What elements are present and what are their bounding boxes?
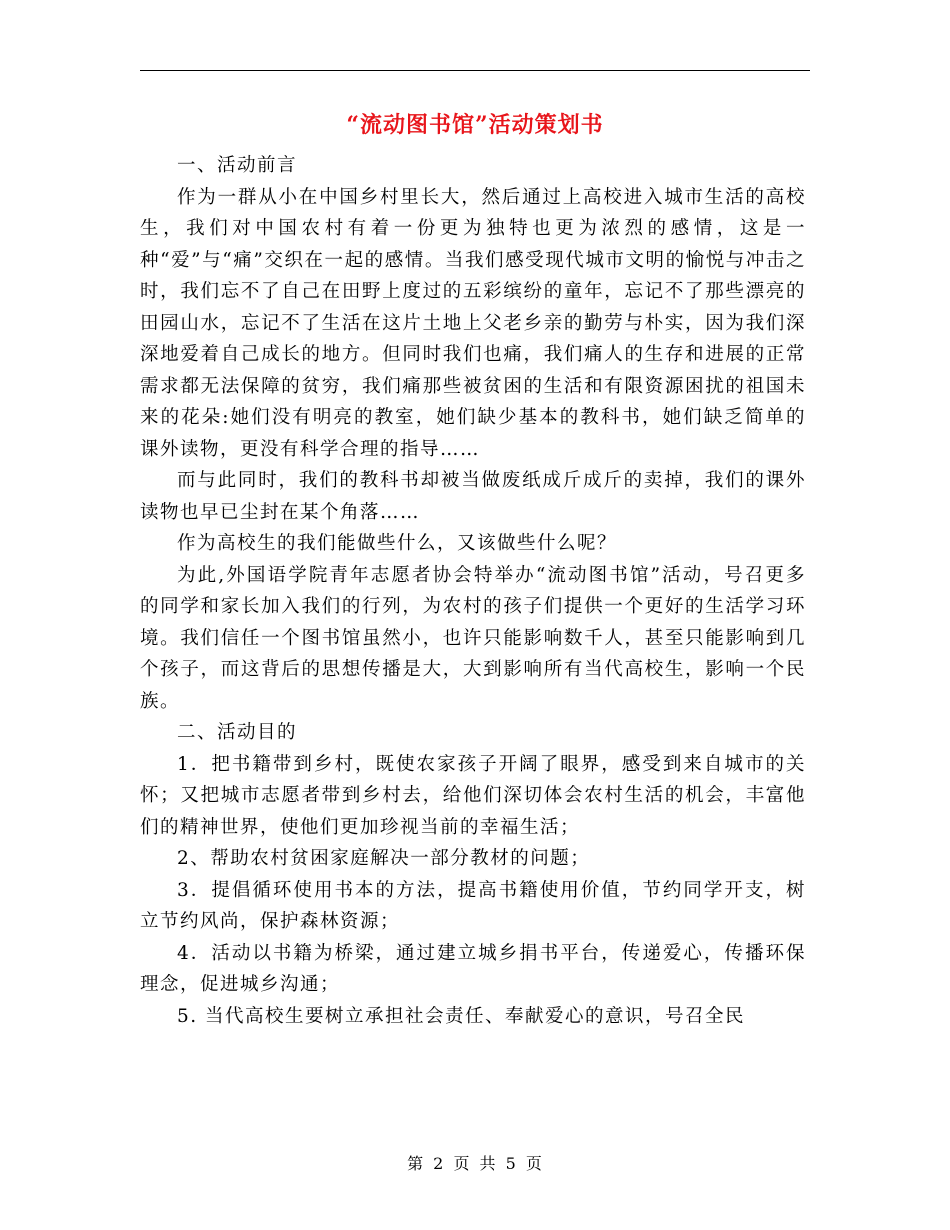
paragraph: 为此,外国语学院青年志愿者协会特举办“流动图书馆”活动，号召更多的同学和家长加入我们的行列，为农村的孩子们提供一个更好的生活学习环境。我们信任一个图书馆虽然小，也许只能影响数千人，甚至只能影响到几个孩子，而这背后的思想传播是大，大到影响所有当代高校生，影响一个民族。 xyxy=(140,564,806,712)
list-item: 2、帮助农村贫困家庭解决一部分教材的问题； xyxy=(177,848,591,869)
list-item: 3．提倡循环使用书本的方法，提高书籍使用价值，节约同学开支，树立节约风尚，保护森林资源； xyxy=(140,879,806,932)
list-item: 5. 当代高校生要树立承担社会责任、奉献爱心的意识，号召全民 xyxy=(177,1005,746,1027)
list-item: 4．活动以书籍为桥梁，通过建立城乡捐书平台，传递爱心，传播环保理念，促进城乡沟通； xyxy=(140,942,806,995)
list-item: 1．把书籍带到乡村，既使农家孩子开阔了眼界，感受到来自城市的关怀；又把城市志愿者带到乡村去，给他们深切体会农村生活的机会，丰富他们的精神世界，使他们更加珍视当前的幸福生活； xyxy=(140,753,806,838)
paragraph: 作为一群从小在中国乡村里长大，然后通过上高校进入城市生活的高校生，我们对中国农村有着一份更为独特也更为浓烈的感情，这是一种“爱”与“痛”交织在一起的感情。当我们感受现代城市文明的愉悦与冲击之时，我们忘不了自己在田野上度过的五彩缤纷的童年，忘记不了那些漂亮的田园山水，忘记不了生活在这片土地上父老乡亲的勤劳与朴实，因为我们深深地爱着自己成长的地方。但同时我们也痛，我们痛人的生存和进展的正常需求都无法保障的贫穷，我们痛那些被贫困的生活和有限资源困扰的祖国未来的花朵:她们没有明亮的教室，她们缺少基本的教科书，她们缺乏简单的课外读物，更没有科学合理的指导…… xyxy=(140,186,806,460)
header-rule xyxy=(140,70,810,71)
paragraph: 而与此同时，我们的教科书却被当做废纸成斤成斤的卖掉，我们的课外读物也早已尘封在某个角落…… xyxy=(140,470,806,523)
document-title: “流动图书馆”活动策划书 xyxy=(346,112,604,138)
document-body xyxy=(140,150,806,1032)
section-heading-purpose: 二、活动目的 xyxy=(177,722,298,743)
page-number-footer: 第 2 页 共 5 页 xyxy=(407,1154,543,1173)
section-heading-preface: 一、活动前言 xyxy=(177,155,298,176)
paragraph: 作为高校生的我们能做些什么，又该做些什么呢？ xyxy=(177,533,618,554)
